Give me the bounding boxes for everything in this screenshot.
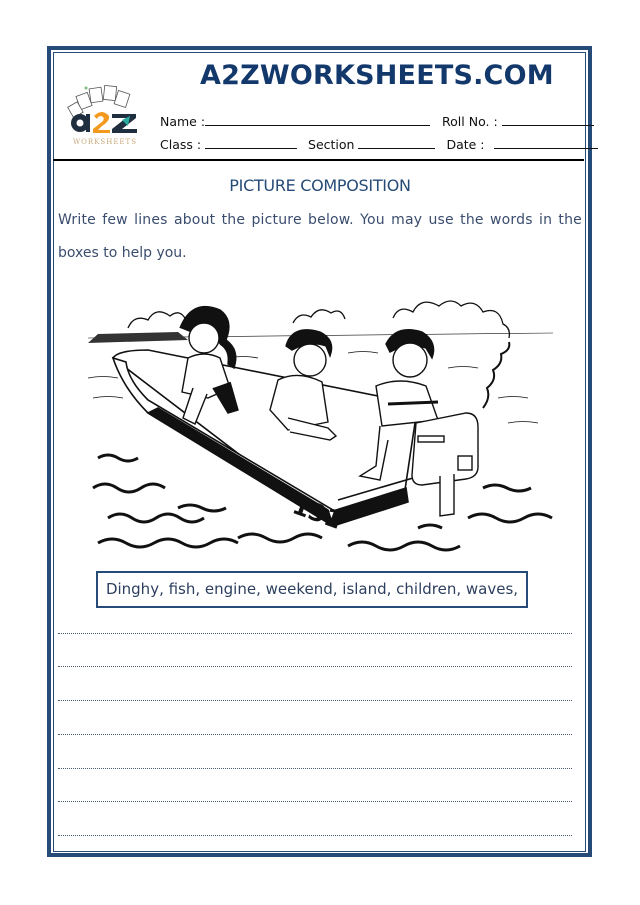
logo-subtext: WORKSHEETS xyxy=(72,138,138,146)
name-roll-row xyxy=(160,113,594,129)
instruction-line-2: boxes to help you. xyxy=(58,245,187,261)
roll-field[interactable] xyxy=(502,113,594,126)
worksheet-heading: PICTURE COMPOSITION xyxy=(229,176,411,195)
name-label: Name : xyxy=(160,114,206,129)
header-divider xyxy=(53,159,584,161)
writing-line-3[interactable] xyxy=(58,700,572,701)
a2z-logo-icon xyxy=(60,80,150,148)
class-section-date-row xyxy=(160,136,598,152)
word-hint-box: Dinghy, fish, engine, weekend, island, children, waves, xyxy=(96,571,528,608)
boat-number: 131 xyxy=(288,491,346,535)
section-label: Section xyxy=(308,137,355,152)
date-label: Date : xyxy=(446,137,485,152)
date-field[interactable] xyxy=(494,136,598,149)
instruction-line-1: Write few lines about the picture below. You may use the words in the xyxy=(58,212,582,228)
site-title: A2ZWORKSHEETS.COM xyxy=(200,60,554,91)
class-field[interactable] xyxy=(205,136,297,149)
roll-label: Roll No. : xyxy=(442,114,498,129)
writing-line-4[interactable] xyxy=(58,734,572,735)
name-field[interactable] xyxy=(205,113,430,126)
boat-children-illustration xyxy=(88,288,553,563)
writing-line-6[interactable] xyxy=(58,801,572,802)
section-field[interactable] xyxy=(358,136,435,149)
class-label: Class : xyxy=(160,137,202,152)
writing-line-1[interactable] xyxy=(58,633,572,634)
writing-line-2[interactable] xyxy=(58,666,572,667)
writing-line-5[interactable] xyxy=(58,768,572,769)
writing-line-7[interactable] xyxy=(58,835,572,836)
